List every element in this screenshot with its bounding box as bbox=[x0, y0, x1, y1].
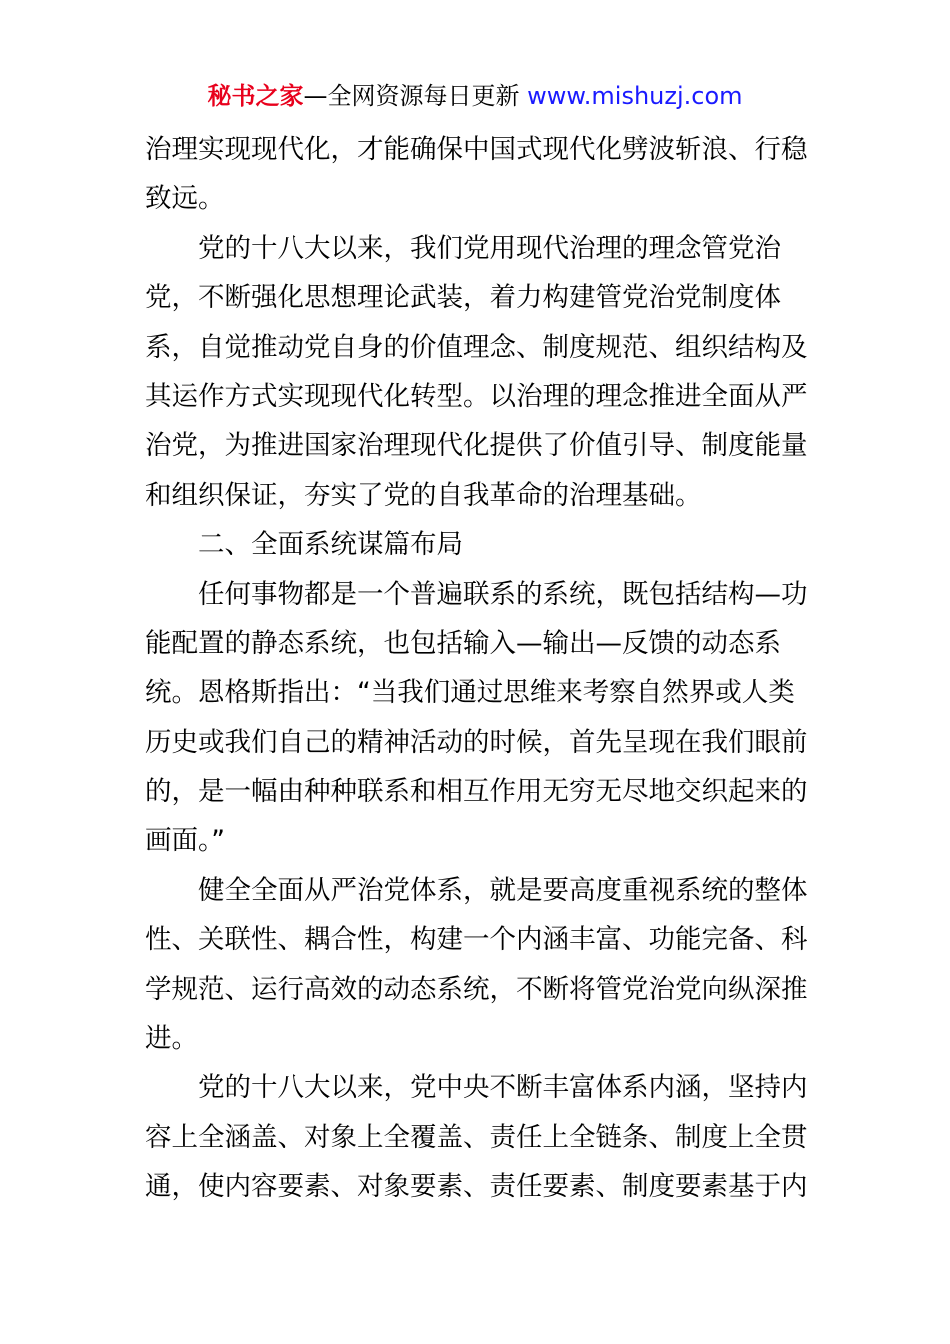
text-line: 进。 bbox=[145, 1023, 198, 1055]
text-line: 性、关联性、耦合性，构建一个内涵丰富、功能完备、科 bbox=[145, 924, 808, 956]
paragraph-start-line: 党的十八大以来，党中央不断丰富体系内涵，坚持内 bbox=[198, 1072, 808, 1104]
text-line: 其运作方式实现现代化转型。以治理的理念推进全面从严 bbox=[145, 380, 808, 412]
text-line: 的，是一幅由种种联系和相互作用无穷无尽地交织起来的 bbox=[145, 776, 808, 808]
text-line: 致远。 bbox=[145, 183, 225, 215]
paragraph-start-line: 党的十八大以来，我们党用现代治理的理念管党治 bbox=[198, 232, 781, 264]
text-line: 历史或我们自己的精神活动的时候，首先呈现在我们眼前 bbox=[145, 726, 808, 758]
text-line: 学规范、运行高效的动态系统，不断将管党治党向纵深推 bbox=[145, 973, 808, 1005]
paragraph-start-line: 健全全面从严治党体系，就是要高度重视系统的整体 bbox=[198, 874, 808, 906]
text-line: 系，自觉推动党自身的价值理念、制度规范、组织结构及 bbox=[145, 331, 808, 363]
text-line: 党，不断强化思想理论武装，着力构建管党治党制度体 bbox=[145, 282, 781, 314]
site-url: www.mishuzj.com bbox=[527, 82, 743, 110]
site-brand: 秘书之家 bbox=[207, 82, 304, 110]
paragraph-start-line: 任何事物都是一个普遍联系的系统，既包括结构—功 bbox=[198, 578, 808, 610]
section-heading: 二、全面系统谋篇布局 bbox=[198, 529, 463, 561]
site-header bbox=[0, 80, 950, 112]
text-line: 治理实现现代化，才能确保中国式现代化劈波斩浪、行稳 bbox=[145, 134, 808, 165]
text-line: 容上全涵盖、对象上全覆盖、责任上全链条、制度上全贯 bbox=[145, 1121, 808, 1153]
text-line: 画面。” bbox=[145, 825, 225, 857]
site-tagline: —全网资源每日更新 bbox=[303, 82, 528, 110]
text-line: 通，使内容要素、对象要素、责任要素、制度要素基于内 bbox=[145, 1171, 808, 1203]
text-line: 统。恩格斯指出：“当我们通过思维来考察自然界或人类 bbox=[145, 677, 795, 709]
document-body bbox=[145, 125, 815, 1212]
text-line: 能配置的静态系统，也包括输入—输出—反馈的动态系 bbox=[145, 627, 781, 659]
text-line: 治党，为推进国家治理现代化提供了价值引导、制度能量 bbox=[145, 430, 808, 462]
text-line: 和组织保证，夯实了党的自我革命的治理基础。 bbox=[145, 479, 702, 511]
